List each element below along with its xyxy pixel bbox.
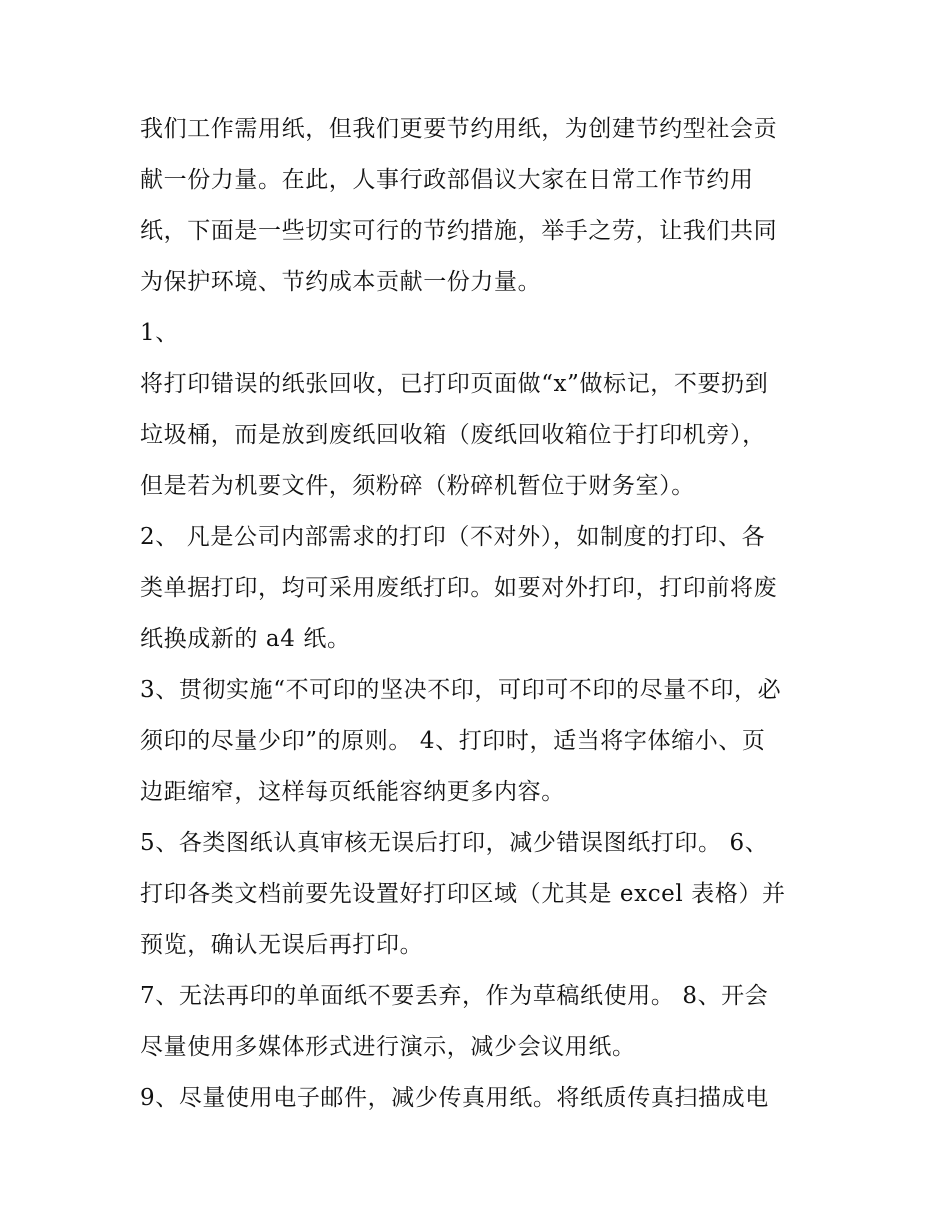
text-line: 将打印错误的纸张回收，已打印页面做“x”做标记，不要扔到	[140, 371, 769, 397]
text-line: 预览，确认无误后再打印。	[140, 932, 424, 958]
text-line: 3、贯彻实施“不可印的坚决不印，可印可不印的尽量不印，必	[140, 677, 782, 703]
document-body	[140, 104, 830, 1124]
text-line: 垃圾桶，而是放到废纸回收箱（废纸回收箱位于打印机旁），	[140, 422, 766, 448]
text-line: 类单据打印，均可采用废纸打印。如要对外打印，打印前将废	[140, 575, 778, 601]
text-line: 1、	[140, 320, 179, 346]
text-line: 9、尽量使用电子邮件，减少传真用纸。将纸质传真扫描成电	[140, 1085, 769, 1111]
text-line: 2、 凡是公司内部需求的打印（不对外），如制度的打印、各	[140, 524, 766, 550]
text-line: 但是若为机要文件，须粉碎（粉碎机暂位于财务室）。	[140, 473, 695, 499]
text-line: 献一份力量。在此，人事行政部倡议大家在日常工作节约用	[140, 167, 754, 193]
text-line: 我们工作需用纸，但我们更要节约用纸，为创建节约型社会贡	[140, 116, 778, 142]
text-line: 纸，下面是一些切实可行的节约措施，举手之劳，让我们共同	[140, 218, 778, 244]
text-line: 7、无法再印的单面纸不要丢弃，作为草稿纸使用。 8、开会	[140, 983, 769, 1009]
text-line: 5、各类图纸认真审核无误后打印，减少错误图纸打印。 6、	[140, 830, 769, 856]
text-line: 纸换成新的 a4 纸。	[140, 626, 351, 652]
text-line: 为保护环境、节约成本贡献一份力量。	[140, 269, 542, 295]
text-line: 须印的尽量少印”的原则。 4、打印时，适当将字体缩小、页	[140, 728, 766, 754]
text-line: 打印各类文档前要先设置好打印区域（尤其是 excel 表格）并	[140, 881, 786, 907]
text-line: 边距缩窄，这样每页纸能容纳更多内容。	[140, 779, 565, 805]
text-line: 尽量使用多媒体形式进行演示，减少会议用纸。	[140, 1034, 636, 1060]
